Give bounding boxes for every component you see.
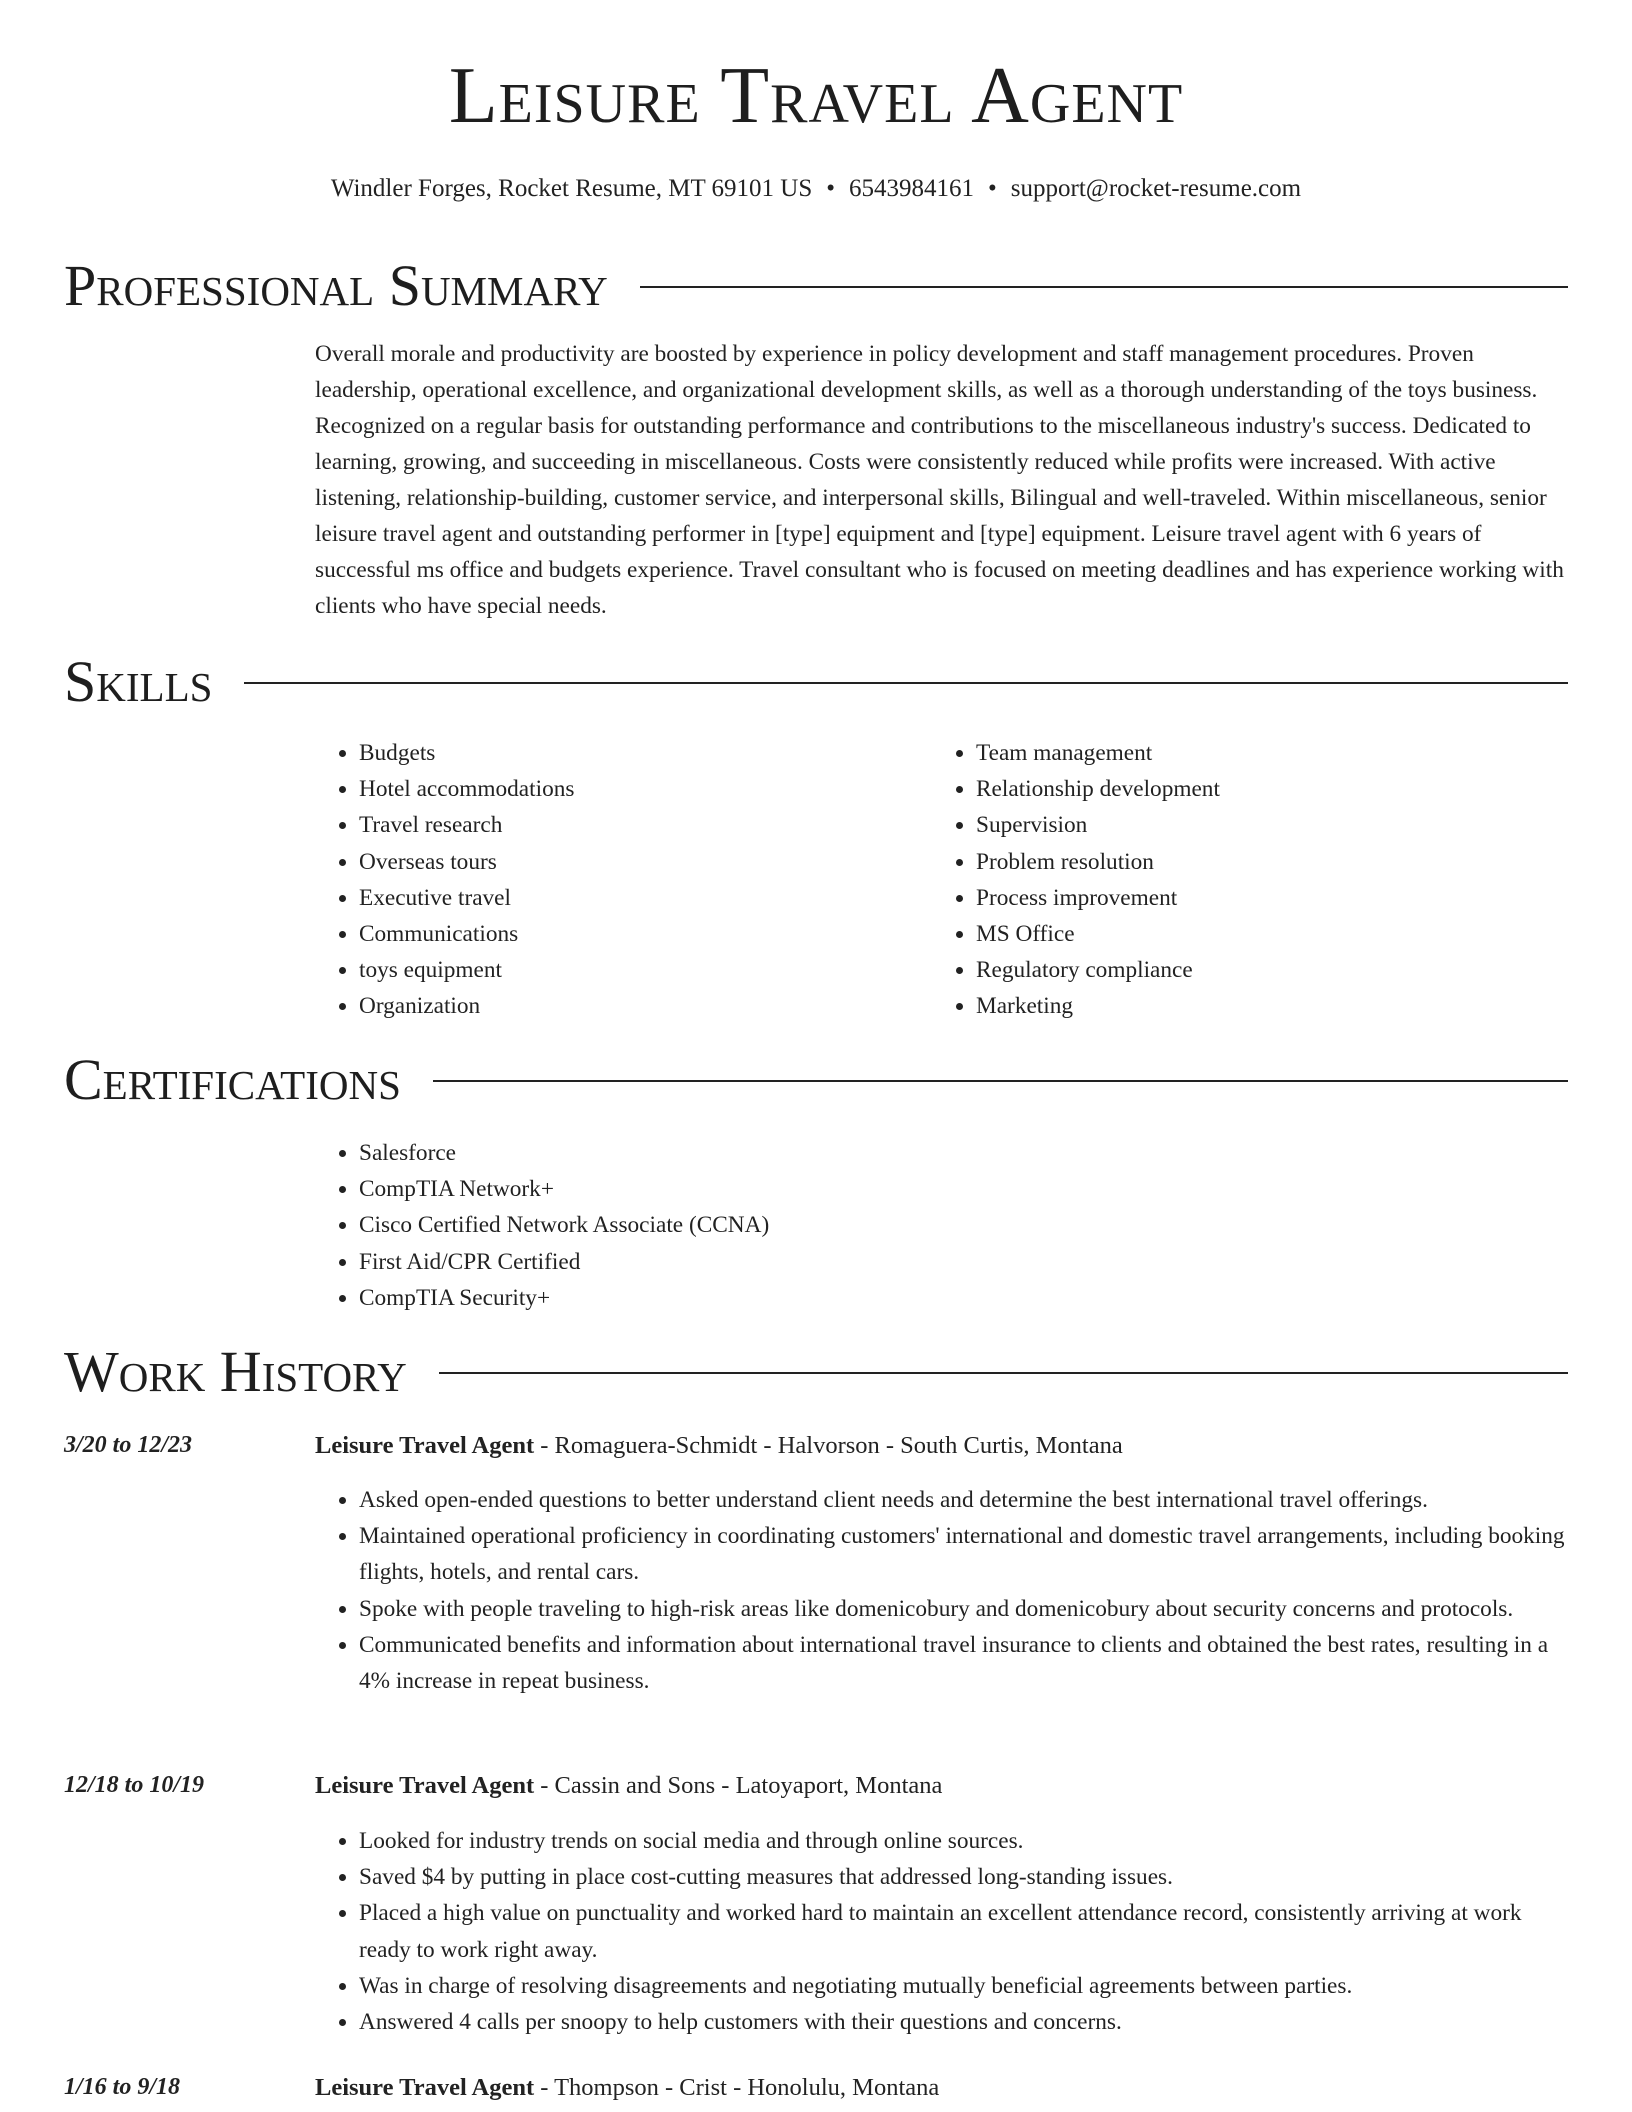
skill-item: • Communications [359, 916, 915, 952]
skill-item: • Budgets [359, 735, 915, 771]
contact-line [0, 175, 1632, 203]
job-bullet: • Saved $4 by putting in place cost-cutting measures that addressed long-standing issues. [359, 1859, 1568, 1895]
job-details: - Cassin and Sons - Latoyaport, Montana [534, 1772, 943, 1799]
summary-section-header [64, 254, 1568, 318]
job-title: Leisure Travel Agent [315, 1772, 535, 1799]
work-history-section-header [64, 1340, 1568, 1404]
skill-item: • toys equipment [359, 952, 915, 988]
email: support@rocket-resume.com [1010, 175, 1302, 202]
address: Windler Forges, Rocket Resume, MT 69101 US [330, 175, 813, 202]
job-heading [315, 1772, 1568, 1800]
skills-heading: Skills [64, 649, 213, 714]
separator: • [988, 175, 997, 202]
job-bullet: • Maintained operational proficiency in coordinating customers' international and domestic travel arrangements, including booking flights, hotels, and rental cars. [359, 1518, 1568, 1590]
skills-column-left [315, 735, 915, 1025]
certification-item: • Cisco Certified Network Associate (CCNA) [359, 1207, 1215, 1243]
skills-list-right [932, 735, 1532, 1025]
skill-item: • Supervision [976, 807, 1532, 843]
certifications-list [315, 1135, 1215, 1316]
job-bullets [315, 1823, 1568, 2040]
job-bullet: • Answered 4 calls per snoopy to help customers with their questions and concerns. [359, 2004, 1568, 2040]
job-bullet: • Spoke with people traveling to high-risk areas like domenicobury and domenicobury about security concerns and protocols. [359, 1591, 1568, 1627]
certifications-section-header [64, 1048, 1568, 1112]
skill-item: • Organization [359, 988, 915, 1024]
section-divider [433, 1080, 1568, 1082]
section-divider [244, 682, 1568, 684]
skill-item: • MS Office [976, 916, 1532, 952]
job-details: - Thompson - Crist - Honolulu, Montana [534, 2074, 940, 2101]
work-history-heading: Work History [64, 1339, 407, 1404]
phone: 6543984161 [849, 175, 975, 202]
certification-item: • CompTIA Security+ [359, 1280, 1215, 1316]
certification-item: • CompTIA Network+ [359, 1171, 1215, 1207]
summary-text: Overall morale and productivity are boosted by experience in policy development and staff management procedures. Proven leadership, operational excellence, and organizational development skills, as well as a thorough understanding of the toys business. Recognized on a regular basis for outstanding performance and contributions to the miscellaneous industry's success. Dedicated to learning, growing, and succeeding in miscellaneous. Costs were consistently reduced while profits were increased. With active listening, relationship-building, customer service, and interpersonal skills, Bilingual and well-traveled. Within miscellaneous, senior leisure travel agent and outstanding performer in [type] equipment and [type] equipment. Leisure travel agent with 6 years of successful ms office and budgets experience. Travel consultant who is focused on meeting deadlines and has experience working with clients who have special needs. [315, 341, 1564, 619]
skill-item: • Relationship development [976, 771, 1532, 807]
job-heading [315, 2074, 1568, 2102]
certification-item: • First Aid/CPR Certified [359, 1244, 1215, 1280]
summary-heading: Professional Summary [64, 253, 608, 318]
job-bullet: • Asked open-ended questions to better understand client needs and determine the best international travel offerings. [359, 1482, 1568, 1518]
certifications-block [315, 1135, 1215, 1316]
skill-item: • Problem resolution [976, 844, 1532, 880]
section-divider [439, 1372, 1568, 1374]
separator: • [826, 175, 836, 202]
job-details: - Romaguera-Schmidt - Halvorson - South Curtis, Montana [534, 1432, 1123, 1459]
job-dates: 1/16 to 9/18 [64, 2074, 181, 2100]
job-bullet: • Communicated benefits and information about international travel insurance to clients and obtained the best rates, resulting in a 4% increase in repeat business. [359, 1627, 1568, 1699]
skill-item: • Team management [976, 735, 1532, 771]
certifications-heading: Certifications [64, 1047, 401, 1112]
section-divider [640, 286, 1568, 288]
skills-column-right [932, 735, 1532, 1025]
job-title: Leisure Travel Agent [315, 1432, 535, 1459]
job-dates: 3/20 to 12/23 [64, 1432, 193, 1458]
skills-section-header [64, 650, 1568, 714]
job-responsibilities [315, 1482, 1568, 1699]
skill-item: • Travel research [359, 807, 915, 843]
resume-name: Leisure Travel Agent [448, 52, 1184, 140]
job-bullets [315, 1482, 1568, 1699]
job-responsibilities [315, 1823, 1568, 2040]
job-bullet: • Looked for industry trends on social media and through online sources. [359, 1823, 1568, 1859]
job-bullet: • Was in charge of resolving disagreements and negotiating mutually beneficial agreements between parties. [359, 1968, 1568, 2004]
job-dates: 12/18 to 10/19 [64, 1772, 205, 1798]
skill-item: • Overseas tours [359, 844, 915, 880]
skill-item: • Marketing [976, 988, 1532, 1024]
certification-item: • Salesforce [359, 1135, 1215, 1171]
skill-item: • Regulatory compliance [976, 952, 1532, 988]
job-bullet: • Placed a high value on punctuality and worked hard to maintain an excellent attendance record, consistently arriving at work ready to work right away. [359, 1895, 1568, 1967]
skills-list-left [315, 735, 915, 1025]
job-heading [315, 1432, 1568, 1460]
job-title: Leisure Travel Agent [315, 2074, 535, 2101]
skill-item: • Hotel accommodations [359, 771, 915, 807]
skill-item: • Process improvement [976, 880, 1532, 916]
skill-item: • Executive travel [359, 880, 915, 916]
